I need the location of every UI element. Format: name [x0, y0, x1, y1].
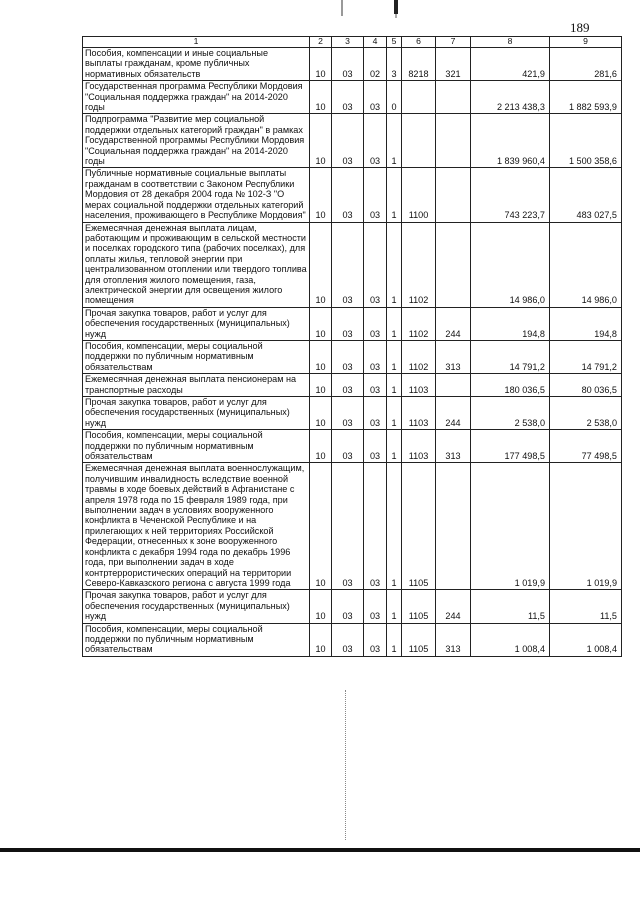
col-header-9: 9	[550, 37, 622, 48]
row-section: 10	[310, 81, 332, 114]
row-amount-2: 14 791,2	[550, 340, 622, 373]
row-program: 03	[364, 114, 387, 168]
table-row	[83, 623, 622, 656]
row-amount-1: 1 008,4	[471, 623, 550, 656]
row-subsection: 03	[332, 81, 364, 114]
table-row	[83, 590, 622, 623]
table-row	[83, 81, 622, 114]
row-target-article: 1102	[402, 222, 436, 307]
row-section: 10	[310, 374, 332, 397]
row-section: 10	[310, 430, 332, 463]
col-header-4: 4	[364, 37, 387, 48]
row-name: Ежемесячная денежная выплата военнослужащим, получившим инвалидность вследствие военной травмы в ходе боевых действий в Афганистане с апреля 1978 года по 15 февраля 1989 года, при выполнении задач в условиях вооруженного конфликта в Чеченской Республике и на прилегающих к ней территориях Российской Федерации, отнесенных к зоне вооруженного конфликта с декабря 1994 года по декабрь 1996 года, при выполнении задач в ходе контртеррористических операций на территории Северо-Кавказского региона с августа 1999 года	[83, 463, 310, 590]
col-header-7: 7	[436, 37, 471, 48]
row-amount-2: 281,6	[550, 48, 622, 81]
row-expense-type	[436, 463, 471, 590]
row-subsection: 03	[332, 307, 364, 340]
row-program: 03	[364, 397, 387, 430]
row-target-article: 1100	[402, 168, 436, 222]
row-name: Ежемесячная денежная выплата пенсионерам на транспортные расходы	[83, 374, 310, 397]
row-amount-1: 743 223,7	[471, 168, 550, 222]
row-amount-1: 421,9	[471, 48, 550, 81]
row-subprogram: 1	[387, 397, 402, 430]
row-subprogram: 1	[387, 114, 402, 168]
row-section: 10	[310, 48, 332, 81]
row-subsection: 03	[332, 168, 364, 222]
row-program: 03	[364, 374, 387, 397]
row-program: 03	[364, 430, 387, 463]
row-subsection: 03	[332, 340, 364, 373]
fold-line	[345, 690, 347, 840]
row-name: Ежемесячная денежная выплата лицам, работающим и проживающим в сельской местности и поселках городского типа (рабочих поселках), для оплаты жилья, тепловой энергии при централизованном отоплении или твердого топлива для отопления жилого помещения, газа, электрической энергии для освещения жилого помещения	[83, 222, 310, 307]
row-target-article: 1102	[402, 307, 436, 340]
row-subprogram: 1	[387, 307, 402, 340]
row-expense-type	[436, 81, 471, 114]
staple-mark	[320, 0, 404, 18]
row-target-article: 1105	[402, 623, 436, 656]
row-subsection: 03	[332, 222, 364, 307]
row-amount-1: 2 213 438,3	[471, 81, 550, 114]
header-row	[83, 37, 622, 48]
table-row	[83, 168, 622, 222]
row-expense-type: 321	[436, 48, 471, 81]
row-name: Пособия, компенсации, меры социальной поддержки по публичным нормативным обязательствам	[83, 340, 310, 373]
row-name: Пособия, компенсации и иные социальные выплаты гражданам, кроме публичных нормативных обязательств	[83, 48, 310, 81]
row-amount-1: 194,8	[471, 307, 550, 340]
table-row	[83, 114, 622, 168]
row-subprogram: 1	[387, 374, 402, 397]
row-subsection: 03	[332, 397, 364, 430]
row-subprogram: 1	[387, 430, 402, 463]
row-section: 10	[310, 168, 332, 222]
page-number: 189	[570, 20, 590, 35]
table-row	[83, 463, 622, 590]
row-section: 10	[310, 222, 332, 307]
row-name: Подпрограмма "Развитие мер социальной поддержки отдельных категорий граждан" в рамках Государственной программы Республики Мордовия "Социальная поддержка граждан" на 2014-2020 годы	[83, 114, 310, 168]
row-amount-2: 2 538,0	[550, 397, 622, 430]
row-name: Пособия, компенсации, меры социальной поддержки по публичным нормативным обязательствам	[83, 430, 310, 463]
row-amount-1: 14 791,2	[471, 340, 550, 373]
row-program: 03	[364, 340, 387, 373]
row-subprogram: 1	[387, 168, 402, 222]
row-program: 03	[364, 81, 387, 114]
row-section: 10	[310, 590, 332, 623]
col-header-3: 3	[332, 37, 364, 48]
table-row	[83, 374, 622, 397]
table-row	[83, 397, 622, 430]
col-header-1: 1	[83, 37, 310, 48]
row-section: 10	[310, 307, 332, 340]
table-row	[83, 430, 622, 463]
row-expense-type: 313	[436, 430, 471, 463]
row-amount-2: 194,8	[550, 307, 622, 340]
row-subsection: 03	[332, 590, 364, 623]
row-subsection: 03	[332, 114, 364, 168]
row-target-article: 1105	[402, 590, 436, 623]
row-target-article	[402, 81, 436, 114]
row-subprogram: 1	[387, 463, 402, 590]
row-amount-2: 14 986,0	[550, 222, 622, 307]
row-amount-1: 2 538,0	[471, 397, 550, 430]
row-amount-2: 483 027,5	[550, 168, 622, 222]
row-program: 03	[364, 463, 387, 590]
row-subprogram: 1	[387, 222, 402, 307]
col-header-6: 6	[402, 37, 436, 48]
row-target-article: 1103	[402, 430, 436, 463]
row-amount-2: 11,5	[550, 590, 622, 623]
row-expense-type: 244	[436, 397, 471, 430]
row-target-article: 1105	[402, 463, 436, 590]
row-expense-type: 313	[436, 340, 471, 373]
row-expense-type	[436, 114, 471, 168]
row-program: 02	[364, 48, 387, 81]
row-expense-type	[436, 374, 471, 397]
row-subprogram: 0	[387, 81, 402, 114]
row-section: 10	[310, 623, 332, 656]
row-subprogram: 1	[387, 590, 402, 623]
row-subsection: 03	[332, 623, 364, 656]
col-header-5: 5	[387, 37, 402, 48]
row-expense-type	[436, 222, 471, 307]
row-target-article: 1103	[402, 397, 436, 430]
row-target-article: 8218	[402, 48, 436, 81]
row-expense-type: 244	[436, 307, 471, 340]
row-target-article: 1103	[402, 374, 436, 397]
row-name: Прочая закупка товаров, работ и услуг для обеспечения государственных (муниципальных) нужд	[83, 590, 310, 623]
row-subsection: 03	[332, 430, 364, 463]
row-amount-2: 1 008,4	[550, 623, 622, 656]
budget-table	[82, 36, 622, 657]
row-program: 03	[364, 168, 387, 222]
row-amount-1: 177 498,5	[471, 430, 550, 463]
row-name: Публичные нормативные социальные выплаты гражданам в соответствии с Законом Республики Мордовия от 28 декабря 2004 года № 102-З "О мерах социальной поддержки отдельных категорий населения, проживающего в Республике Мордовия"	[83, 168, 310, 222]
row-amount-2: 1 019,9	[550, 463, 622, 590]
col-header-2: 2	[310, 37, 332, 48]
table-row	[83, 340, 622, 373]
row-amount-1: 1 019,9	[471, 463, 550, 590]
bottom-rule	[0, 848, 640, 852]
row-subprogram: 1	[387, 340, 402, 373]
row-name: Государственная программа Республики Мордовия "Социальная поддержка граждан" на 2014-2020 годы	[83, 81, 310, 114]
table-row	[83, 307, 622, 340]
row-section: 10	[310, 340, 332, 373]
row-subsection: 03	[332, 463, 364, 590]
row-section: 10	[310, 397, 332, 430]
row-program: 03	[364, 590, 387, 623]
row-expense-type	[436, 168, 471, 222]
row-target-article	[402, 114, 436, 168]
row-amount-1: 11,5	[471, 590, 550, 623]
table-row	[83, 48, 622, 81]
row-subsection: 03	[332, 374, 364, 397]
row-name: Прочая закупка товаров, работ и услуг для обеспечения государственных (муниципальных) нужд	[83, 397, 310, 430]
row-program: 03	[364, 623, 387, 656]
col-header-8: 8	[471, 37, 550, 48]
row-amount-1: 180 036,5	[471, 374, 550, 397]
row-program: 03	[364, 307, 387, 340]
row-expense-type: 244	[436, 590, 471, 623]
row-subsection: 03	[332, 48, 364, 81]
table-row	[83, 222, 622, 307]
row-amount-2: 1 500 358,6	[550, 114, 622, 168]
row-amount-1: 14 986,0	[471, 222, 550, 307]
row-target-article: 1102	[402, 340, 436, 373]
row-amount-1: 1 839 960,4	[471, 114, 550, 168]
row-subprogram: 3	[387, 48, 402, 81]
row-name: Прочая закупка товаров, работ и услуг для обеспечения государственных (муниципальных) нужд	[83, 307, 310, 340]
row-section: 10	[310, 114, 332, 168]
row-subprogram: 1	[387, 623, 402, 656]
row-amount-2: 77 498,5	[550, 430, 622, 463]
row-amount-2: 80 036,5	[550, 374, 622, 397]
row-expense-type: 313	[436, 623, 471, 656]
row-name: Пособия, компенсации, меры социальной поддержки по публичным нормативным обязательствам	[83, 623, 310, 656]
row-amount-2: 1 882 593,9	[550, 81, 622, 114]
row-section: 10	[310, 463, 332, 590]
row-program: 03	[364, 222, 387, 307]
